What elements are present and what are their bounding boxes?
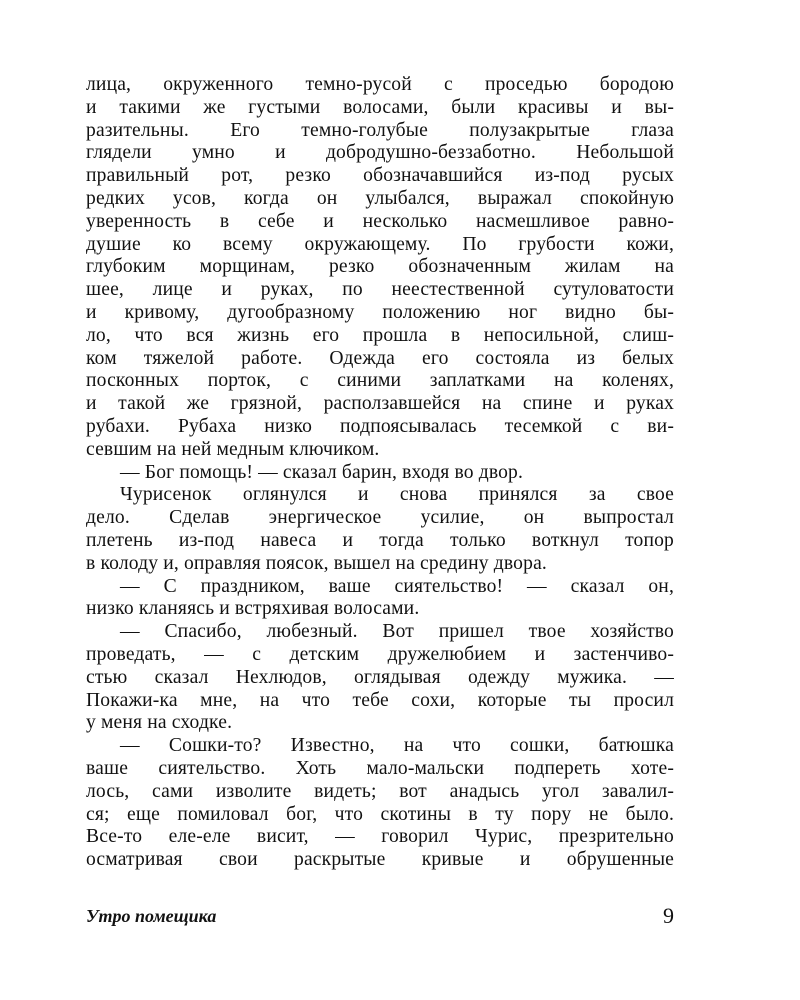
text-line: осматривая свои раскрытые кривые и обрушенные: [86, 849, 674, 871]
text-line: редких усов, когда он улыбался, выражал спокойную: [86, 187, 674, 209]
text-line: разительны. Его темно-голубые полузакрытые глаза: [86, 119, 674, 141]
text-line: и кривому, дугообразному положению ног видно бы-: [86, 301, 674, 323]
page-number: 9: [663, 903, 674, 928]
text-line: ваше сиятельство. Хоть мало-мальски подпереть хоте-: [86, 757, 674, 779]
text-line: — С праздником, ваше сиятельство! — сказал он,: [120, 575, 674, 597]
text-line: и такими же густыми волосами, были красивы и вы-: [86, 96, 674, 118]
book-page-text: [86, 74, 674, 872]
text-line: ком тяжелой работе. Одежда его состояла из белых: [86, 347, 674, 369]
text-line: душие ко всему окружающему. По грубости кожи,: [86, 233, 674, 255]
text-line: плетень из-под навеса и тогда только воткнул топор: [86, 529, 674, 551]
text-line: лось, сами изволите видеть; вот анадысь угол завалил-: [86, 780, 674, 802]
text-line: шее, лице и руках, по неестественной сутуловатости: [86, 279, 674, 301]
text-line: глубоким морщинам, резко обозначенным жилам на: [86, 256, 674, 278]
text-line: дело. Сделав энергическое усилие, он выпростал: [86, 507, 674, 529]
text-line: Чурисенок оглянулся и снова принялся за свое: [120, 484, 674, 506]
text-line: — Бог помощь! — сказал барин, входя во двор.: [120, 461, 524, 483]
text-line: — Спасибо, любезный. Вот пришел твое хозяйство: [120, 621, 674, 643]
text-line: в колоду и, оправляя поясок, вышел на средину двора.: [86, 552, 547, 574]
text-line: и такой же грязной, расползавшейся на спине и руках: [86, 393, 674, 415]
text-line: ло, что вся жизнь его прошла в непосильной, слиш-: [86, 324, 674, 346]
text-line: ся; еще помиловал бог, что скотины в ту пору не было.: [86, 803, 674, 825]
text-line: рубахи. Рубаха низко подпоясывалась тесемкой с ви-: [86, 415, 674, 437]
text-line: Все-то еле-еле висит, — говорил Чурис, презрительно: [86, 826, 674, 848]
text-line: стью сказал Нехлюдов, оглядывая одежду мужика. —: [86, 666, 674, 688]
text-line: проведать, — с детским дружелюбием и застенчиво-: [86, 643, 674, 665]
text-line: лица, окруженного темно-русой с проседью бородою: [86, 74, 674, 95]
text-line: глядели умно и добродушно-беззаботно. Небольшой: [86, 142, 674, 164]
text-line: правильный рот, резко обозначавшийся из-под русых: [86, 165, 674, 187]
text-line: низко кланяясь и встряхивая волосами.: [86, 598, 420, 620]
text-line: посконных порток, с синими заплатками на коленях,: [86, 370, 674, 392]
text-line: у меня на сходке.: [86, 712, 233, 734]
text-line: Покажи-ка мне, на что тебе сохи, которые ты просил: [86, 689, 674, 711]
text-line: — Сошки-то? Известно, на что сошки, батюшка: [120, 735, 674, 757]
text-line: уверенность в себе и несколько насмешливое равно-: [86, 210, 674, 232]
page-footer: [86, 902, 674, 930]
text-line: севшим на ней медным ключиком.: [86, 438, 380, 460]
running-title: Утро помещика: [86, 906, 217, 926]
